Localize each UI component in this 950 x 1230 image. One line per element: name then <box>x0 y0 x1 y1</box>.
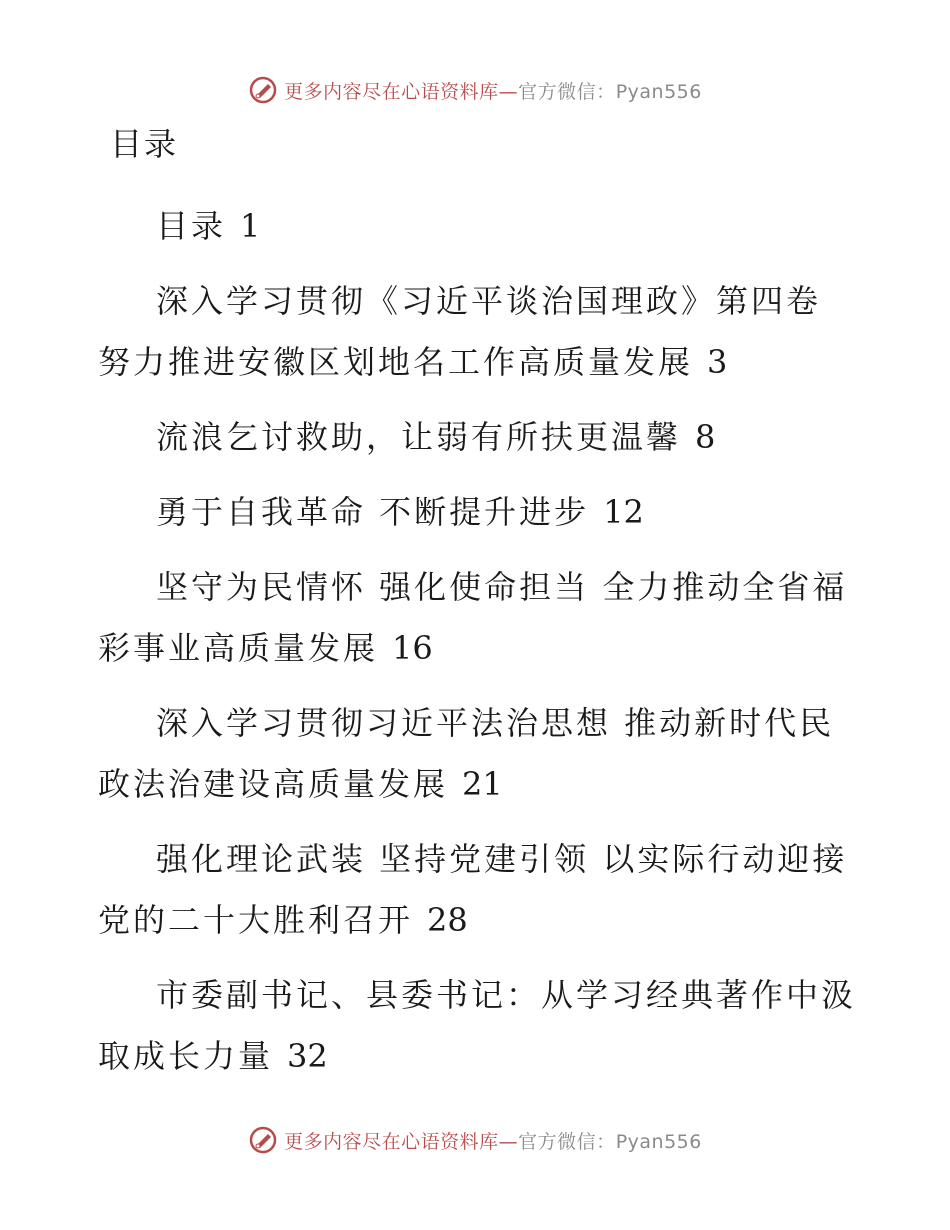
toc-entry[interactable] <box>98 482 868 543</box>
banner-main-text: 更多内容尽在心语资料库— <box>284 1130 519 1153</box>
toc-entry[interactable] <box>98 196 868 257</box>
toc-entry[interactable] <box>98 693 868 815</box>
header-banner <box>0 70 950 110</box>
banner-wechat-id: Pyan556 <box>615 1130 702 1153</box>
toc-entry-page: 3 <box>707 343 728 381</box>
banner-wechat-label: 官方微信： <box>518 1130 616 1153</box>
toc-entry-title: 深入学习贯彻《习近平谈治国理政》第四卷 努力推进安徽区划地名工作高质量发展 <box>98 282 822 381</box>
toc-entry[interactable] <box>98 271 868 393</box>
toc-entry[interactable] <box>98 965 868 1087</box>
toc-entry-page: 1 <box>240 207 261 245</box>
banner-text <box>284 77 702 104</box>
banner-wechat-id: Pyan556 <box>615 80 702 103</box>
toc-entry-page: 16 <box>392 629 433 667</box>
toc-entry-page: 8 <box>695 418 716 456</box>
toc-entry-title: 市委副书记、县委书记：从学习经典著作中汲取成长力量 <box>98 976 857 1075</box>
toc-entry-title: 目录 <box>156 207 227 245</box>
banner-wechat-label: 官方微信： <box>518 80 616 103</box>
toc-entry-title: 深入学习贯彻习近平法治思想 推动新时代民政法治建设高质量发展 <box>98 704 835 803</box>
toc-entry-page: 12 <box>603 493 644 531</box>
toc-entry[interactable] <box>98 407 868 468</box>
toc-entry-title: 强化理论武装 坚持党建引领 以实际行动迎接党的二十大胜利召开 <box>98 840 848 939</box>
banner-main-text: 更多内容尽在心语资料库— <box>284 80 519 103</box>
toc-entry[interactable] <box>98 557 868 679</box>
toc-entry-page: 28 <box>427 901 468 939</box>
toc-entry-page: 32 <box>287 1037 328 1075</box>
document-heading: 目录 <box>110 125 179 163</box>
toc-entry-title: 勇于自我革命 不断提升进步 <box>156 493 590 531</box>
toc-entry-title: 坚守为民情怀 强化使命担当 全力推动全省福彩事业高质量发展 <box>98 568 848 667</box>
footer-banner <box>0 1120 950 1160</box>
toc-entry-title: 流浪乞讨救助，让弱有所扶更温馨 <box>156 418 682 456</box>
banner-text <box>284 1127 702 1154</box>
pen-nib-logo-icon <box>248 75 278 105</box>
toc-entry[interactable] <box>98 829 868 951</box>
table-of-contents <box>98 196 868 1101</box>
pen-nib-logo-icon <box>248 1125 278 1155</box>
toc-entry-page: 21 <box>462 765 503 803</box>
